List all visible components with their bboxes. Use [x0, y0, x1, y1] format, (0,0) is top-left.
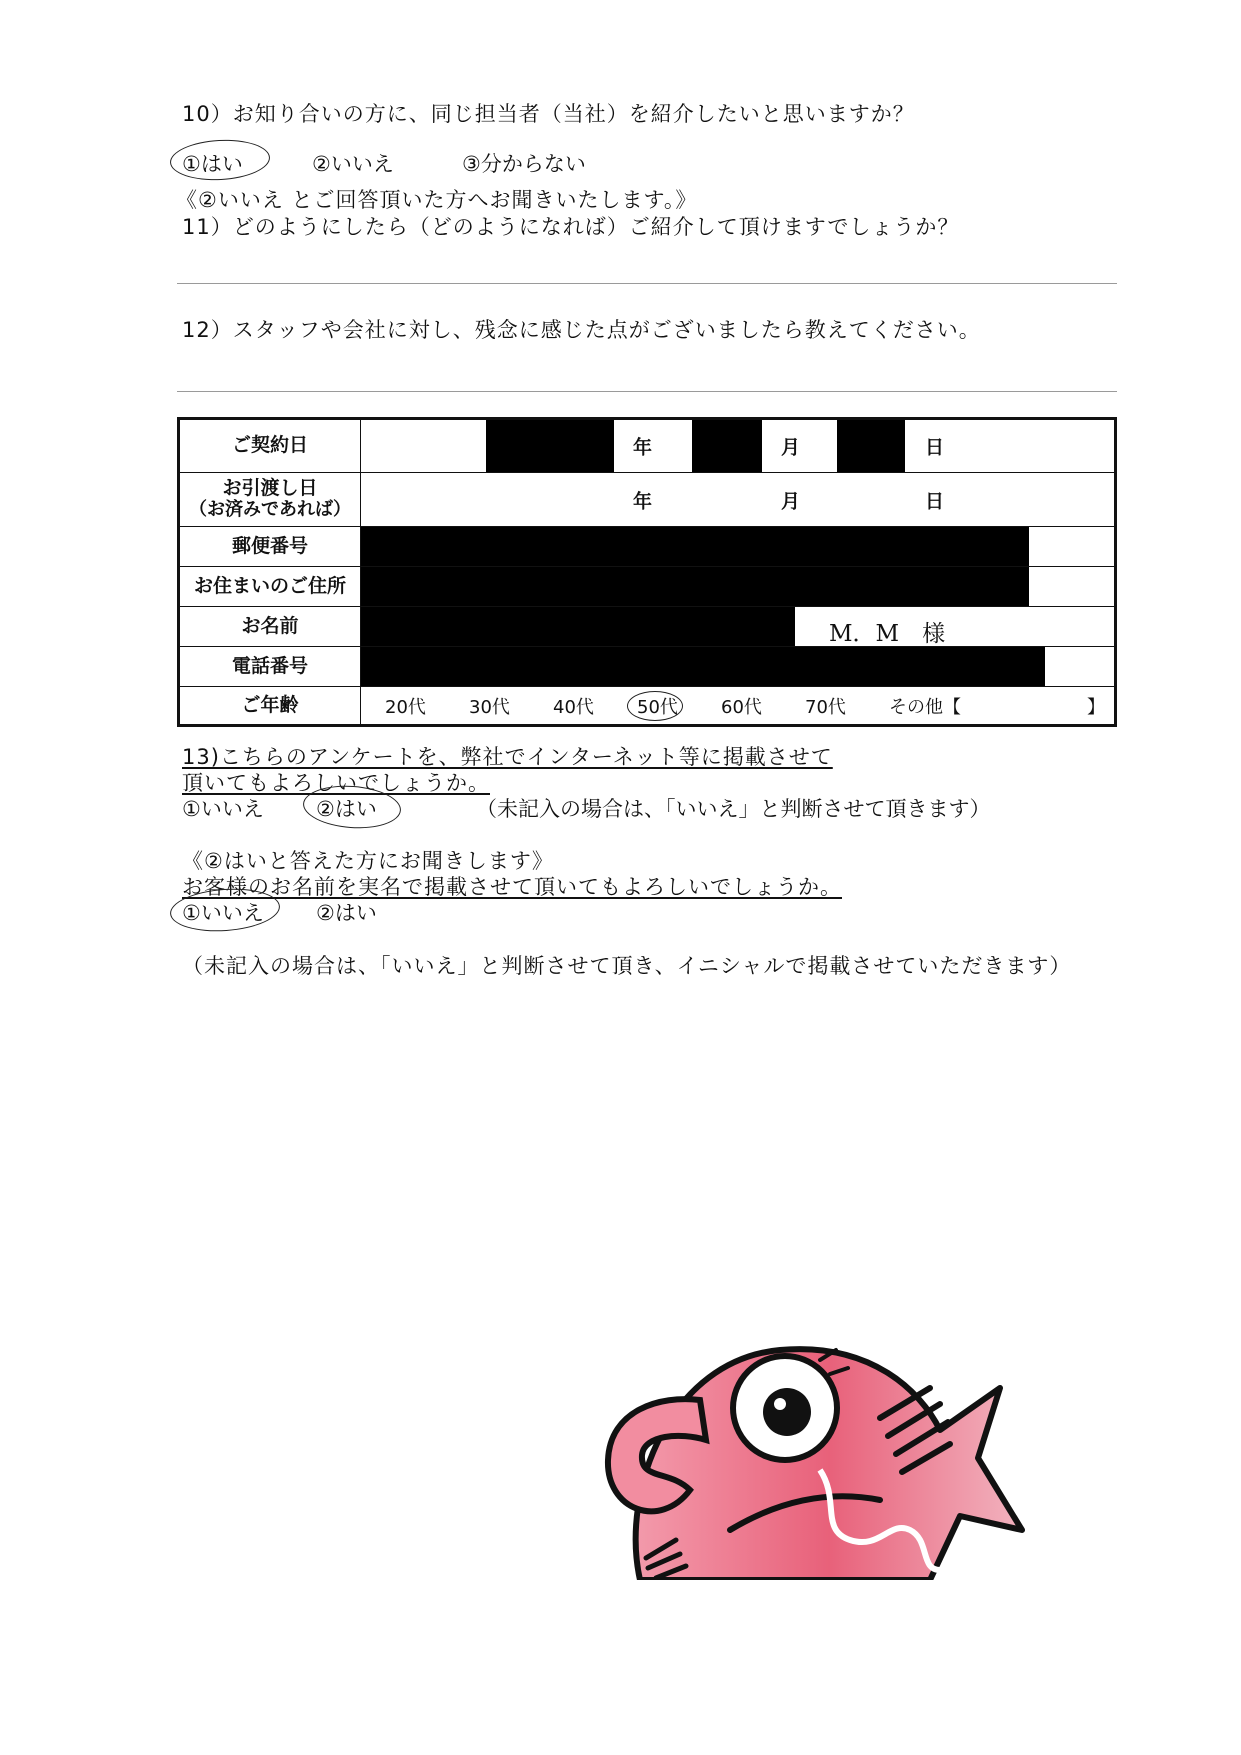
q13-sub-note: 《②はいと答えた方にお聞きします》 [182, 849, 554, 873]
q13-sub-question: お客様のお名前を実名で掲載させて頂いてもよろしいでしょうか。 [182, 875, 842, 899]
age-option-70s[interactable]: 70代 [805, 696, 846, 718]
name-field[interactable] [361, 607, 1116, 647]
postal-code-label: 郵便番号 [179, 527, 361, 567]
delivery-date-label [179, 473, 361, 527]
sea-bream-mascot-logo [580, 1340, 1040, 1580]
phone-label: 電話番号 [179, 647, 361, 687]
phone-field[interactable] [361, 647, 1116, 687]
q13-sub-option-no[interactable]: ①いいえ [182, 901, 264, 925]
address-field[interactable] [361, 567, 1116, 607]
delivery-date-field[interactable] [361, 473, 1116, 527]
q12-answer-line[interactable] [177, 391, 1117, 392]
contract-date-label: ご契約日 [179, 419, 361, 473]
delivery-date-label-line2: （お済みであれば） [189, 499, 351, 521]
q10-question: 10）お知り合いの方に、同じ担当者（当社）を紹介したいと思いますか？ [182, 102, 915, 126]
age-option-other[interactable]: その他【 [889, 696, 961, 718]
redaction-block [361, 527, 1029, 566]
q13-sub-option-yes[interactable]: ②はい [316, 901, 377, 925]
redaction-block [837, 420, 905, 472]
q12-question: 12）スタッフや会社に対し、残念に感じた点がございましたら教えてください。 [182, 318, 981, 342]
postal-code-field[interactable] [361, 527, 1116, 567]
customer-info-table [177, 417, 1117, 727]
q10-option-yes[interactable]: ①はい [182, 152, 243, 176]
year-label: 年 [633, 436, 653, 459]
age-option-50s[interactable]: 50代 [637, 696, 678, 718]
age-label: ご年齢 [179, 687, 361, 726]
redaction-block [361, 607, 795, 646]
q13-option-yes[interactable]: ②はい [316, 797, 377, 821]
selected-age-circle [627, 691, 683, 721]
selected-answer-circle [169, 137, 271, 182]
age-option-20s[interactable]: 20代 [385, 696, 426, 718]
month-label: 月 [781, 490, 801, 512]
name-value: M．M 様 [829, 621, 946, 647]
month-label: 月 [781, 436, 801, 459]
age-option-30s[interactable]: 30代 [469, 696, 510, 718]
q11-answer-line[interactable] [177, 283, 1117, 284]
q13-footer-note: （未記入の場合は、「いいえ」と判断させて頂き、イニシャルで掲載させていただきます） [182, 954, 1072, 978]
age-option-60s[interactable]: 60代 [721, 696, 762, 718]
redaction-block [692, 420, 762, 472]
q11-question: 11）どのようにしたら（どのようになれば）ご紹介して頂けますでしょうか？ [182, 215, 960, 239]
q10-option-no[interactable]: ②いいえ [312, 152, 394, 176]
address-label: お住まいのご住所 [179, 567, 361, 607]
q13-question-line1: 13)こちらのアンケートを、弊社でインターネット等に掲載させて [182, 745, 833, 769]
age-other-bracket-close: 】 [1087, 696, 1105, 718]
q13-note: （未記入の場合は、「いいえ」と判断させて頂きます） [476, 797, 991, 821]
q13-option-no[interactable]: ①いいえ [182, 797, 264, 821]
q13-question-line2: 頂いてもよろしいでしょうか。 [182, 771, 490, 795]
name-label: お名前 [179, 607, 361, 647]
redaction-block [361, 647, 1045, 686]
q10-option-unknown[interactable]: ③分からない [462, 152, 586, 176]
year-label: 年 [633, 490, 653, 512]
age-option-40s[interactable]: 40代 [553, 696, 594, 718]
day-label: 日 [925, 490, 945, 512]
contract-date-field[interactable] [361, 419, 1116, 473]
redaction-block [486, 420, 614, 472]
age-field[interactable] [361, 687, 1116, 726]
q11-note: 《②いいえ とご回答頂いた方へお聞きいたします。》 [176, 188, 698, 212]
redaction-block [361, 567, 1029, 606]
delivery-date-label-line1: お引渡し日 [222, 477, 318, 500]
day-label: 日 [925, 436, 945, 459]
